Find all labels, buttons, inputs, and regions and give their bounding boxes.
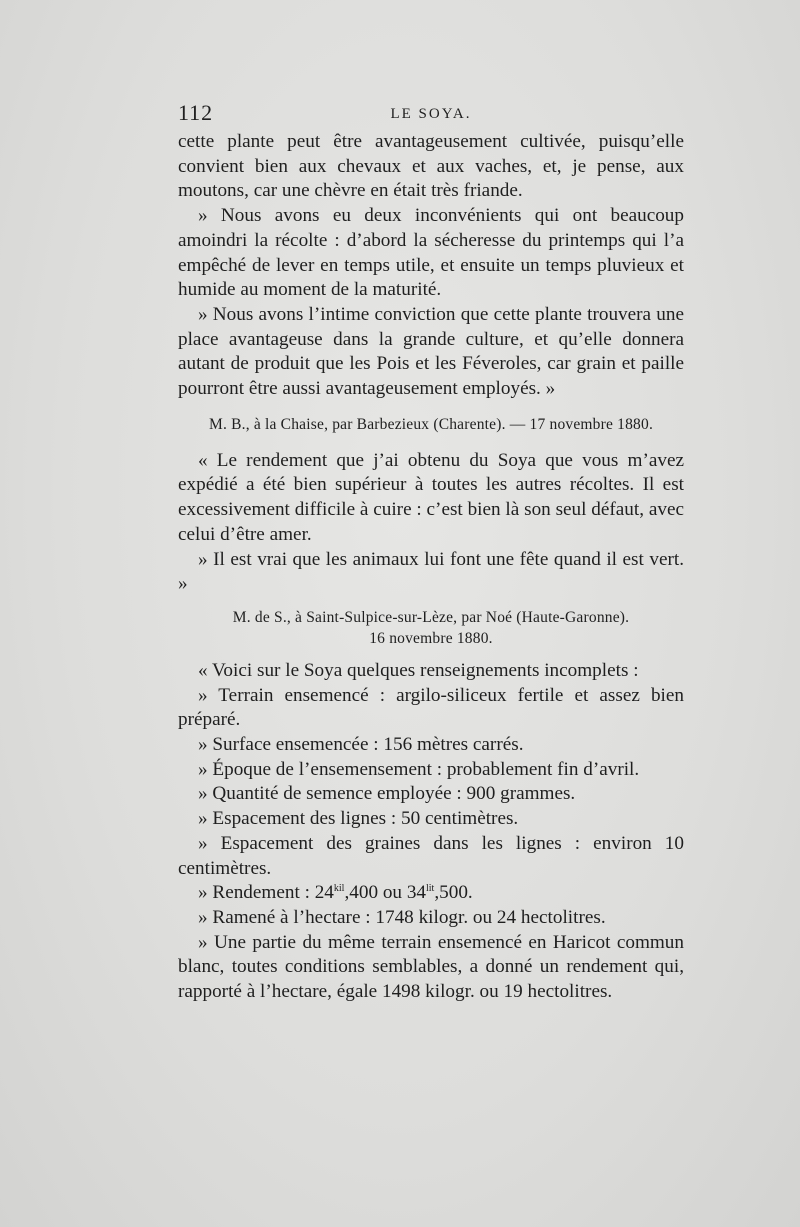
correspondent-signature	[178, 607, 684, 649]
paragraph: » Une partie du même terrain ensemencé en Haricot commun blanc, toutes conditions semblables, a donné un rendement qui, rapporté à l’hectare, égale 1498 kilogr. ou 19 hectolitres.	[178, 931, 684, 1003]
paragraph: » Espacement des lignes : 50 centimètres.	[198, 808, 519, 830]
yield-text: ,400 ou 34	[344, 882, 426, 904]
yield-text: ,500.	[434, 882, 473, 904]
paragraph-yield	[178, 881, 684, 906]
paragraph: » Nous avons eu deux inconvénients qui ont beaucoup amoindri la récolte : d’abord la sécheresse du printemps qui l’a empêché de lever en temps utile, et ensuite un temps pluvieux et humide au moment de la maturité.	[178, 205, 684, 301]
paragraph: » Quantité de semence employée : 900 grammes.	[198, 783, 576, 805]
paragraph: cette plante peut être avantageusement cultivée, puisqu’elle convient bien aux chevaux et aux vaches, et, je pense, aux moutons, car une chèvre en était très friande.	[178, 131, 684, 202]
paragraph: « Le rendement que j’ai obtenu du Soya que vous m’avez expédié a été bien supérieur à toutes les autres récoltes. Il est excessivement difficile à cuire : c’est bien là son seul défaut, avec celui d’être amer.	[178, 449, 684, 545]
paragraph: » Époque de l’ensemensement : probablement fin d’avril.	[198, 758, 640, 780]
signature-date: 16 novembre 1880.	[369, 629, 493, 647]
paragraph: » Nous avons l’intime conviction que cette plante trouvera une place avantageuse dans la grande culture, et qu’elle donnera autant de produit que les Pois et les Féveroles, car grain et paille pourront être aussi avantageusement employés. »	[178, 303, 684, 400]
unit-superscript: lit	[426, 883, 435, 895]
running-head: LE SOYA.	[390, 106, 472, 122]
page-header	[178, 100, 684, 128]
correspondent-signature: M. B., à la Chaise, par Barbezieux (Charente). — 17 novembre 1880.	[208, 415, 654, 433]
signature-line: M. de S., à Saint-Sulpice-sur-Lèze, par Noé (Haute-Garonne).	[232, 608, 630, 626]
paragraph: » Terrain ensemencé : argilo-siliceux fertile et assez bien préparé.	[178, 684, 684, 731]
body-text	[178, 130, 684, 1005]
paragraph: » Il est vrai que les animaux lui font une fête quand il est vert. »	[178, 548, 684, 595]
paragraph: » Ramené à l’hectare : 1748 kilogr. ou 24 hectolitres.	[198, 906, 606, 928]
paragraph: « Voici sur le Soya quelques renseignements incomplets :	[198, 659, 639, 681]
unit-superscript: kil	[333, 883, 345, 895]
paragraph: » Surface ensemencée : 156 mètres carrés.	[198, 734, 524, 756]
paragraph: » Espacement des graines dans les lignes : environ 10 centimètres.	[178, 832, 684, 879]
page-number: 112	[178, 100, 214, 125]
yield-text: » Rendement : 24	[198, 882, 334, 904]
